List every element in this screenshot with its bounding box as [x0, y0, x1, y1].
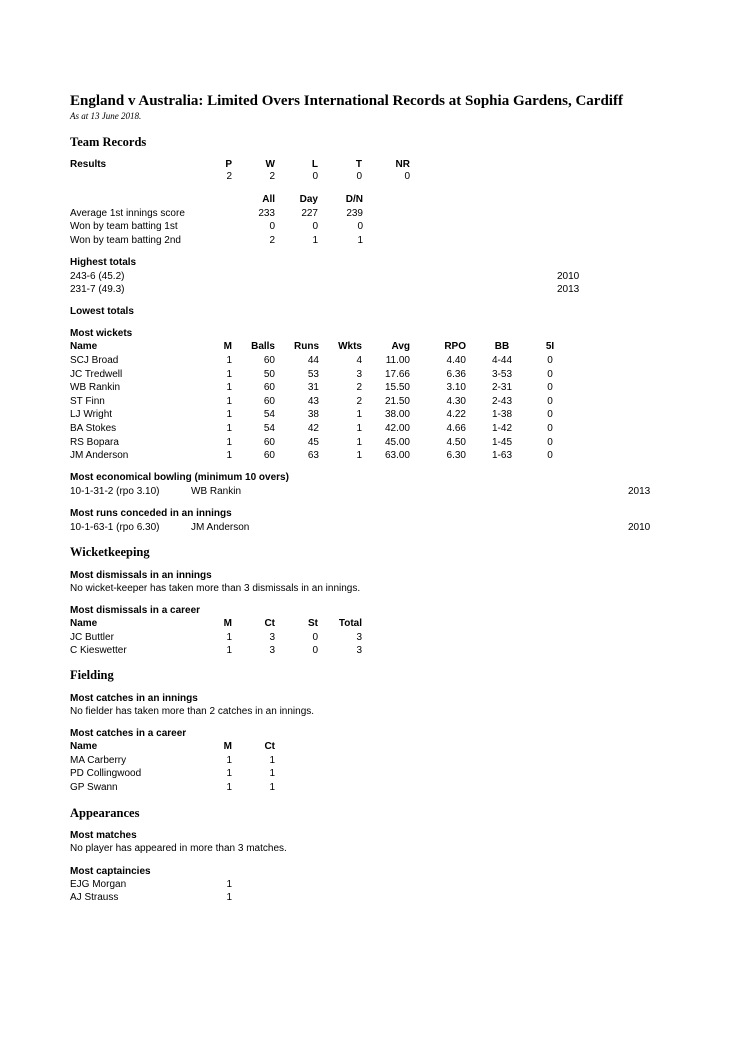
section-heading-appearances: Appearances: [70, 806, 140, 820]
highest-totals-heading: Highest totals: [70, 257, 137, 268]
wickets-m: 1: [226, 409, 232, 420]
fielding-ct: 1: [269, 768, 275, 779]
wickets-rpo: 4.40: [446, 355, 466, 366]
most-runs-conceded-heading: Most runs conceded in an innings: [70, 508, 232, 519]
fielding-m: 1: [226, 768, 232, 779]
wickets-name: BA Stokes: [70, 423, 117, 434]
wickets-col-bb: BB: [494, 341, 510, 352]
wickets-wkts: 2: [356, 396, 362, 407]
wk-total: 3: [356, 632, 362, 643]
wickets-m: 1: [226, 396, 232, 407]
wickets-m: 1: [226, 382, 232, 393]
split-col-day: Day: [299, 194, 318, 205]
most-runs-conceded-figures: 10-1-63-1 (rpo 6.30): [70, 522, 160, 533]
most-captaincies-heading: Most captaincies: [70, 866, 151, 877]
split-row-label: Average 1st innings score: [70, 208, 185, 219]
wickets-bb: 2-43: [491, 396, 512, 407]
split-col-dn: D/N: [345, 194, 363, 205]
results-value-t: 0: [356, 171, 362, 182]
split-cell: 227: [301, 208, 318, 219]
wickets-bb: 1-42: [491, 423, 512, 434]
most-economical-name: WB Rankin: [191, 486, 242, 497]
wickets-5i: 0: [547, 355, 553, 366]
wk-total: 3: [356, 645, 362, 656]
fielding-ct: 1: [269, 782, 275, 793]
wickets-balls: 50: [263, 369, 275, 380]
results-label: Results: [70, 159, 107, 170]
split-cell: 233: [258, 208, 275, 219]
wickets-bb: 1-38: [491, 409, 512, 420]
wickets-runs: 43: [307, 396, 319, 407]
wickets-name: JM Anderson: [70, 450, 129, 461]
wickets-name: LJ Wright: [70, 409, 113, 420]
wickets-runs: 45: [307, 437, 319, 448]
wickets-col-name: Name: [70, 341, 98, 352]
results-value-w: 2: [269, 171, 275, 182]
wickets-col-runs: Runs: [294, 341, 319, 352]
wickets-m: 1: [226, 437, 232, 448]
highest-total-score: 231-7 (49.3): [70, 284, 125, 295]
section-heading-fielding: Fielding: [70, 668, 114, 682]
wickets-5i: 0: [547, 450, 553, 461]
wickets-bb: 4-44: [491, 355, 512, 366]
fielding-name: MA Carberry: [70, 755, 127, 766]
wickets-avg: 63.00: [384, 450, 410, 461]
wk-ct: 3: [269, 645, 275, 656]
split-cell: 0: [312, 221, 318, 232]
wk-innings-heading: Most dismissals in an innings: [70, 570, 212, 581]
wickets-name: SCJ Broad: [70, 355, 119, 366]
wickets-bb: 1-45: [491, 437, 512, 448]
wickets-balls: 60: [263, 450, 275, 461]
wickets-balls: 60: [263, 355, 275, 366]
wickets-wkts: 1: [356, 409, 362, 420]
highest-total-year: 2010: [557, 271, 580, 282]
captain-matches: 1: [226, 879, 232, 890]
wickets-col-balls: Balls: [251, 341, 275, 352]
wickets-name: ST Finn: [70, 396, 105, 407]
split-cell: 0: [357, 221, 363, 232]
split-cell: 1: [357, 235, 363, 246]
highest-total-score: 243-6 (45.2): [70, 271, 125, 282]
wk-col-ct: Ct: [264, 618, 275, 629]
wickets-runs: 63: [307, 450, 319, 461]
wickets-wkts: 1: [356, 423, 362, 434]
wk-career-heading: Most dismissals in a career: [70, 605, 201, 616]
captain-matches: 1: [226, 892, 232, 903]
captain-name: EJG Morgan: [70, 879, 127, 890]
section-heading-wicketkeeping: Wicketkeeping: [70, 545, 150, 559]
wk-name: JC Buttler: [70, 632, 114, 643]
wickets-balls: 54: [263, 409, 275, 420]
split-col-all: All: [262, 194, 275, 205]
wickets-avg: 17.66: [384, 369, 410, 380]
captain-name: AJ Strauss: [70, 892, 119, 903]
fielding-career-heading: Most catches in a career: [70, 728, 187, 739]
fielding-name: GP Swann: [70, 782, 118, 793]
wickets-runs: 42: [307, 423, 319, 434]
wickets-name: RS Bopara: [70, 437, 119, 448]
wk-innings-note: No wicket-keeper has taken more than 3 dismissals in an innings.: [70, 583, 361, 594]
fielding-innings-heading: Most catches in an innings: [70, 693, 198, 704]
wickets-rpo: 4.66: [446, 423, 466, 434]
wickets-wkts: 4: [356, 355, 362, 366]
results-value-nr: 0: [404, 171, 410, 182]
wickets-balls: 60: [263, 382, 275, 393]
wk-st: 0: [312, 632, 318, 643]
wickets-runs: 38: [307, 409, 319, 420]
wickets-col-5i: 5I: [545, 341, 555, 352]
fielding-col-m: M: [223, 741, 232, 752]
split-cell: 2: [269, 235, 275, 246]
highest-total-year: 2013: [557, 284, 580, 295]
wickets-runs: 53: [307, 369, 319, 380]
page-subtitle: As at 13 June 2018.: [70, 111, 142, 121]
wickets-wkts: 1: [356, 450, 362, 461]
wickets-balls: 60: [263, 396, 275, 407]
wk-m: 1: [226, 645, 232, 656]
wickets-runs: 44: [307, 355, 319, 366]
wickets-balls: 60: [263, 437, 275, 448]
wickets-5i: 0: [547, 437, 553, 448]
wickets-bb: 3-53: [491, 369, 512, 380]
wickets-5i: 0: [547, 396, 553, 407]
results-value-p: 2: [226, 171, 232, 182]
most-runs-conceded-year: 2010: [628, 522, 651, 533]
most-economical-figures: 10-1-31-2 (rpo 3.10): [70, 486, 160, 497]
wickets-m: 1: [226, 423, 232, 434]
wickets-avg: 42.00: [384, 423, 410, 434]
fielding-col-name: Name: [70, 741, 98, 752]
wickets-avg: 11.00: [385, 355, 410, 366]
wickets-rpo: 4.30: [446, 396, 466, 407]
wickets-avg: 45.00: [384, 437, 410, 448]
fielding-innings-note: No fielder has taken more than 2 catches in an innings.: [70, 706, 315, 717]
wickets-avg: 38.00: [384, 409, 410, 420]
page-title: England v Australia: Limited Overs International Records at Sophia Gardens, Cardiff: [70, 93, 623, 109]
split-row-label: Won by team batting 1st: [70, 221, 178, 232]
fielding-name: PD Collingwood: [70, 768, 142, 779]
wickets-5i: 0: [547, 369, 553, 380]
split-cell: 239: [346, 208, 363, 219]
wickets-wkts: 3: [356, 369, 362, 380]
fielding-m: 1: [226, 782, 232, 793]
wk-ct: 3: [269, 632, 275, 643]
wickets-bb: 1-63: [491, 450, 512, 461]
split-row-label: Won by team batting 2nd: [70, 235, 181, 246]
wickets-m: 1: [226, 355, 232, 366]
fielding-ct: 1: [269, 755, 275, 766]
wickets-col-rpo: RPO: [444, 341, 466, 352]
wickets-rpo: 6.36: [446, 369, 466, 380]
most-matches-heading: Most matches: [70, 830, 137, 841]
wickets-runs: 31: [307, 382, 319, 393]
section-heading-team-records: Team Records: [70, 135, 147, 149]
wickets-rpo: 4.50: [446, 437, 466, 448]
fielding-col-ct: Ct: [264, 741, 275, 752]
results-col-w: W: [265, 159, 275, 170]
wickets-rpo: 4.22: [446, 409, 466, 420]
most-wickets-heading: Most wickets: [70, 328, 133, 339]
wickets-balls: 54: [263, 423, 275, 434]
most-economical-heading: Most economical bowling (minimum 10 overs): [70, 472, 289, 483]
wk-name: C Kieswetter: [70, 645, 127, 656]
wickets-name: JC Tredwell: [70, 369, 123, 380]
wickets-col-avg: Avg: [391, 341, 410, 352]
wk-m: 1: [226, 632, 232, 643]
most-economical-year: 2013: [628, 486, 651, 497]
wickets-wkts: 2: [356, 382, 362, 393]
wickets-name: WB Rankin: [70, 382, 121, 393]
wk-col-m: M: [223, 618, 232, 629]
most-runs-conceded-name: JM Anderson: [191, 522, 250, 533]
wk-col-st: St: [308, 618, 318, 629]
lowest-totals-heading: Lowest totals: [70, 306, 134, 317]
fielding-m: 1: [226, 755, 232, 766]
wickets-avg: 21.50: [384, 396, 410, 407]
wickets-m: 1: [226, 369, 232, 380]
wickets-5i: 0: [547, 423, 553, 434]
wickets-col-m: M: [223, 341, 232, 352]
wickets-5i: 0: [547, 382, 553, 393]
wickets-col-wkts: Wkts: [338, 341, 362, 352]
wk-col-total: Total: [338, 618, 362, 629]
most-matches-note: No player has appeared in more than 3 matches.: [70, 843, 287, 854]
results-value-l: 0: [312, 171, 318, 182]
results-col-p: P: [225, 159, 232, 170]
results-col-t: T: [355, 159, 362, 170]
wickets-wkts: 1: [356, 437, 362, 448]
wk-st: 0: [312, 645, 318, 656]
wickets-bb: 2-31: [491, 382, 512, 393]
split-cell: 0: [269, 221, 275, 232]
wickets-rpo: 6.30: [446, 450, 466, 461]
results-col-nr: NR: [395, 159, 410, 170]
split-cell: 1: [312, 235, 318, 246]
wickets-m: 1: [226, 450, 232, 461]
wickets-5i: 0: [547, 409, 553, 420]
results-col-l: L: [311, 159, 318, 170]
wickets-avg: 15.50: [384, 382, 410, 393]
wk-col-name: Name: [70, 618, 98, 629]
wickets-rpo: 3.10: [446, 382, 466, 393]
